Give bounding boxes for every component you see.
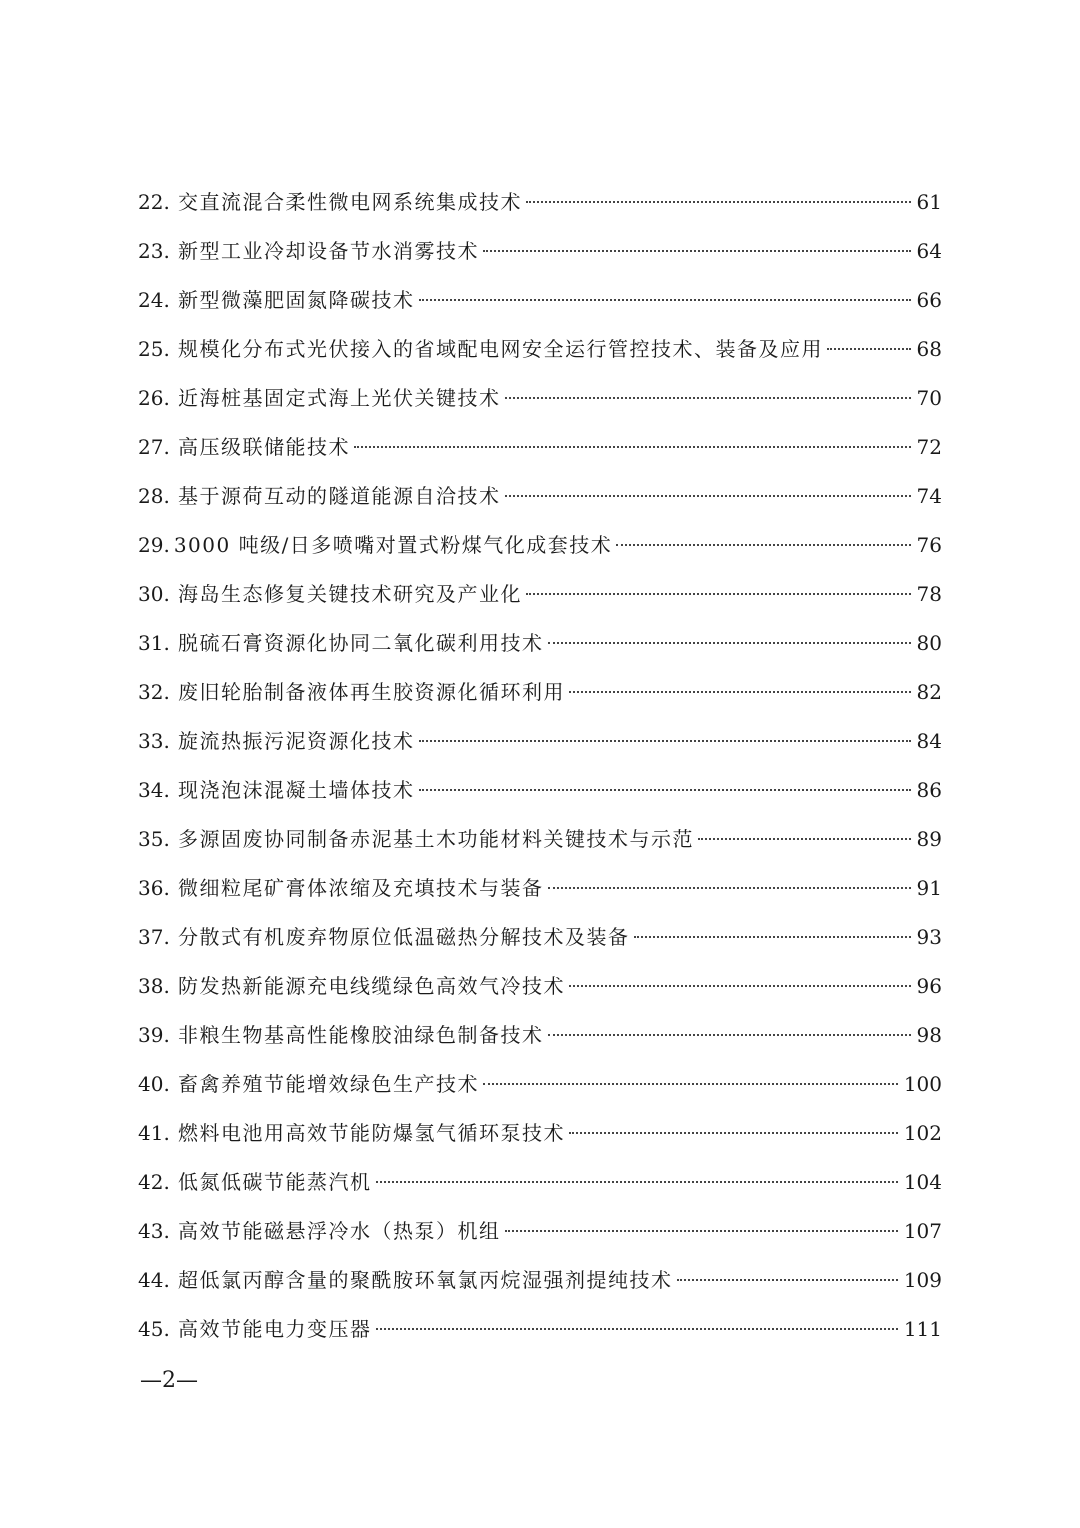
- toc-entry-title: 基于源荷互动的隧道能源自洽技术: [178, 484, 501, 508]
- toc-entry-title: 防发热新能源充电线缆绿色高效气冷技术: [178, 974, 565, 998]
- toc-entry: [138, 717, 942, 766]
- toc-entry-page: 80: [916, 631, 942, 655]
- toc-entry: [138, 1109, 942, 1158]
- toc-entry: [138, 227, 942, 276]
- toc-entry-title: 交直流混合柔性微电网系统集成技术: [178, 190, 522, 214]
- dot-leader: [569, 985, 911, 987]
- toc-entry-page: 61: [916, 190, 942, 214]
- toc-entry-number: 24.: [138, 288, 170, 312]
- toc-entry: [138, 423, 942, 472]
- toc-entry: [138, 766, 942, 815]
- toc-entry: [138, 1305, 942, 1354]
- toc-entry: [138, 472, 942, 521]
- toc-entry-page: 100: [903, 1072, 942, 1096]
- toc-entry-title: 非粮生物基高性能橡胶油绿色制备技术: [178, 1023, 544, 1047]
- toc-entry-title: 近海桩基固定式海上光伏关键技术: [178, 386, 501, 410]
- toc-entry-number: 43.: [138, 1219, 170, 1243]
- toc-entry-title: 微细粒尾矿膏体浓缩及充填技术与装备: [178, 876, 544, 900]
- dot-leader: [483, 1083, 898, 1085]
- toc-entry-number: 22.: [138, 190, 170, 214]
- toc-entry-page: 98: [916, 1023, 942, 1047]
- toc-entry-title: 旋流热振污泥资源化技术: [178, 729, 415, 753]
- toc-entry-number: 32.: [138, 680, 170, 704]
- toc-entry: [138, 1207, 942, 1256]
- toc-entry-page: 74: [916, 484, 942, 508]
- toc-entry-page: 82: [916, 680, 942, 704]
- dot-leader: [526, 201, 911, 203]
- toc-entry-page: 86: [916, 778, 942, 802]
- toc-entry-page: 111: [903, 1317, 942, 1341]
- toc-entry-number: 41.: [138, 1121, 170, 1145]
- toc-entry: [138, 864, 942, 913]
- toc-entry-number: 37.: [138, 925, 170, 949]
- toc-entry-title: 低氮低碳节能蒸汽机: [178, 1170, 372, 1194]
- dot-leader: [569, 1132, 898, 1134]
- dot-leader: [505, 495, 911, 497]
- toc-entry-page: 102: [903, 1121, 942, 1145]
- toc-entry: [138, 1060, 942, 1109]
- toc-entry-title: 3000 吨级/日多喷嘴对置式粉煤气化成套技术: [173, 533, 613, 557]
- page-number: —2—: [140, 1368, 198, 1393]
- dot-leader: [698, 838, 911, 840]
- toc-entry-title: 海岛生态修复关键技术研究及产业化: [178, 582, 522, 606]
- dot-leader: [419, 740, 911, 742]
- toc-entry: [138, 1256, 942, 1305]
- toc-entry-page: 96: [916, 974, 942, 998]
- dot-leader: [548, 887, 911, 889]
- toc-entry-number: 34.: [138, 778, 170, 802]
- toc-entry-number: 25.: [138, 337, 170, 361]
- toc-entry-page: 84: [916, 729, 942, 753]
- toc-entry: [138, 276, 942, 325]
- dot-leader: [616, 544, 910, 546]
- toc-entry-number: 35.: [138, 827, 170, 851]
- dot-leader: [677, 1279, 898, 1281]
- dot-leader: [419, 789, 911, 791]
- toc-entry-title: 高压级联储能技术: [178, 435, 350, 459]
- toc-entry: [138, 815, 942, 864]
- toc-entry-number: 26.: [138, 386, 170, 410]
- toc-entry-title: 高效节能电力变压器: [178, 1317, 372, 1341]
- toc-entry-page: 107: [903, 1219, 942, 1243]
- toc-entry-page: 72: [916, 435, 942, 459]
- toc-entry-title: 燃料电池用高效节能防爆氢气循环泵技术: [178, 1121, 565, 1145]
- toc-entry: [138, 570, 942, 619]
- toc-entry: [138, 913, 942, 962]
- toc-entry-page: 104: [903, 1170, 942, 1194]
- toc-entry-number: 40.: [138, 1072, 170, 1096]
- toc-entry-number: 31.: [138, 631, 170, 655]
- toc-entry-page: 68: [916, 337, 942, 361]
- toc-entry-page: 109: [903, 1268, 942, 1292]
- dot-leader: [526, 593, 911, 595]
- toc-entry-title: 废旧轮胎制备液体再生胶资源化循环利用: [178, 680, 565, 704]
- toc-entry: [138, 668, 942, 717]
- toc-entry-number: 45.: [138, 1317, 170, 1341]
- toc-entry-number: 30.: [138, 582, 170, 606]
- toc-entry-number: 42.: [138, 1170, 170, 1194]
- toc-entry-title: 规模化分布式光伏接入的省域配电网安全运行管控技术、装备及应用: [178, 337, 823, 361]
- dot-leader: [569, 691, 911, 693]
- dot-leader: [483, 250, 911, 252]
- dot-leader: [419, 299, 911, 301]
- toc-entry-title: 超低氯丙醇含量的聚酰胺环氧氯丙烷湿强剂提纯技术: [178, 1268, 673, 1292]
- toc-entry: [138, 178, 942, 227]
- toc-entry-number: 39.: [138, 1023, 170, 1047]
- toc-entry-page: 78: [916, 582, 942, 606]
- toc-entry-number: 28.: [138, 484, 170, 508]
- toc-entry-title: 脱硫石膏资源化协同二氧化碳利用技术: [178, 631, 544, 655]
- toc-entry: [138, 619, 942, 668]
- toc-entry: [138, 962, 942, 1011]
- toc-entry: [138, 325, 942, 374]
- dot-leader: [376, 1328, 898, 1330]
- toc-entry-number: 27.: [138, 435, 170, 459]
- dot-leader: [505, 397, 911, 399]
- toc-entry-title: 高效节能磁悬浮冷水（热泵）机组: [178, 1219, 501, 1243]
- dot-leader: [376, 1181, 898, 1183]
- toc-entry-title: 畜禽养殖节能增效绿色生产技术: [178, 1072, 479, 1096]
- toc-entry-number: 44.: [138, 1268, 170, 1292]
- toc-entry: [138, 374, 942, 423]
- toc-entry-page: 64: [916, 239, 942, 263]
- toc-entry-title: 多源固废协同制备赤泥基土木功能材料关键技术与示范: [178, 827, 694, 851]
- dot-leader: [505, 1230, 898, 1232]
- toc-entry-page: 89: [916, 827, 942, 851]
- toc-entry-number: 29.: [138, 533, 170, 557]
- dot-leader: [634, 936, 911, 938]
- toc-entry-title: 新型微藻肥固氮降碳技术: [178, 288, 415, 312]
- toc-entry-page: 76: [916, 533, 942, 557]
- toc-entry: [138, 1011, 942, 1060]
- dot-leader: [548, 642, 911, 644]
- toc-entry-page: 93: [916, 925, 942, 949]
- toc-entry-number: 33.: [138, 729, 170, 753]
- table-of-contents: [138, 178, 942, 1354]
- toc-entry-number: 38.: [138, 974, 170, 998]
- toc-entry-number: 23.: [138, 239, 170, 263]
- dot-leader: [548, 1034, 911, 1036]
- dot-leader: [354, 446, 911, 448]
- toc-entry: [138, 1158, 942, 1207]
- toc-entry-title: 新型工业冷却设备节水消雾技术: [178, 239, 479, 263]
- toc-entry-page: 66: [916, 288, 942, 312]
- toc-entry: [138, 521, 942, 570]
- toc-entry-page: 70: [916, 386, 942, 410]
- toc-entry-page: 91: [916, 876, 942, 900]
- toc-entry-number: 36.: [138, 876, 170, 900]
- dot-leader: [827, 348, 911, 350]
- toc-entry-title: 现浇泡沫混凝土墙体技术: [178, 778, 415, 802]
- toc-entry-title: 分散式有机废弃物原位低温磁热分解技术及装备: [178, 925, 630, 949]
